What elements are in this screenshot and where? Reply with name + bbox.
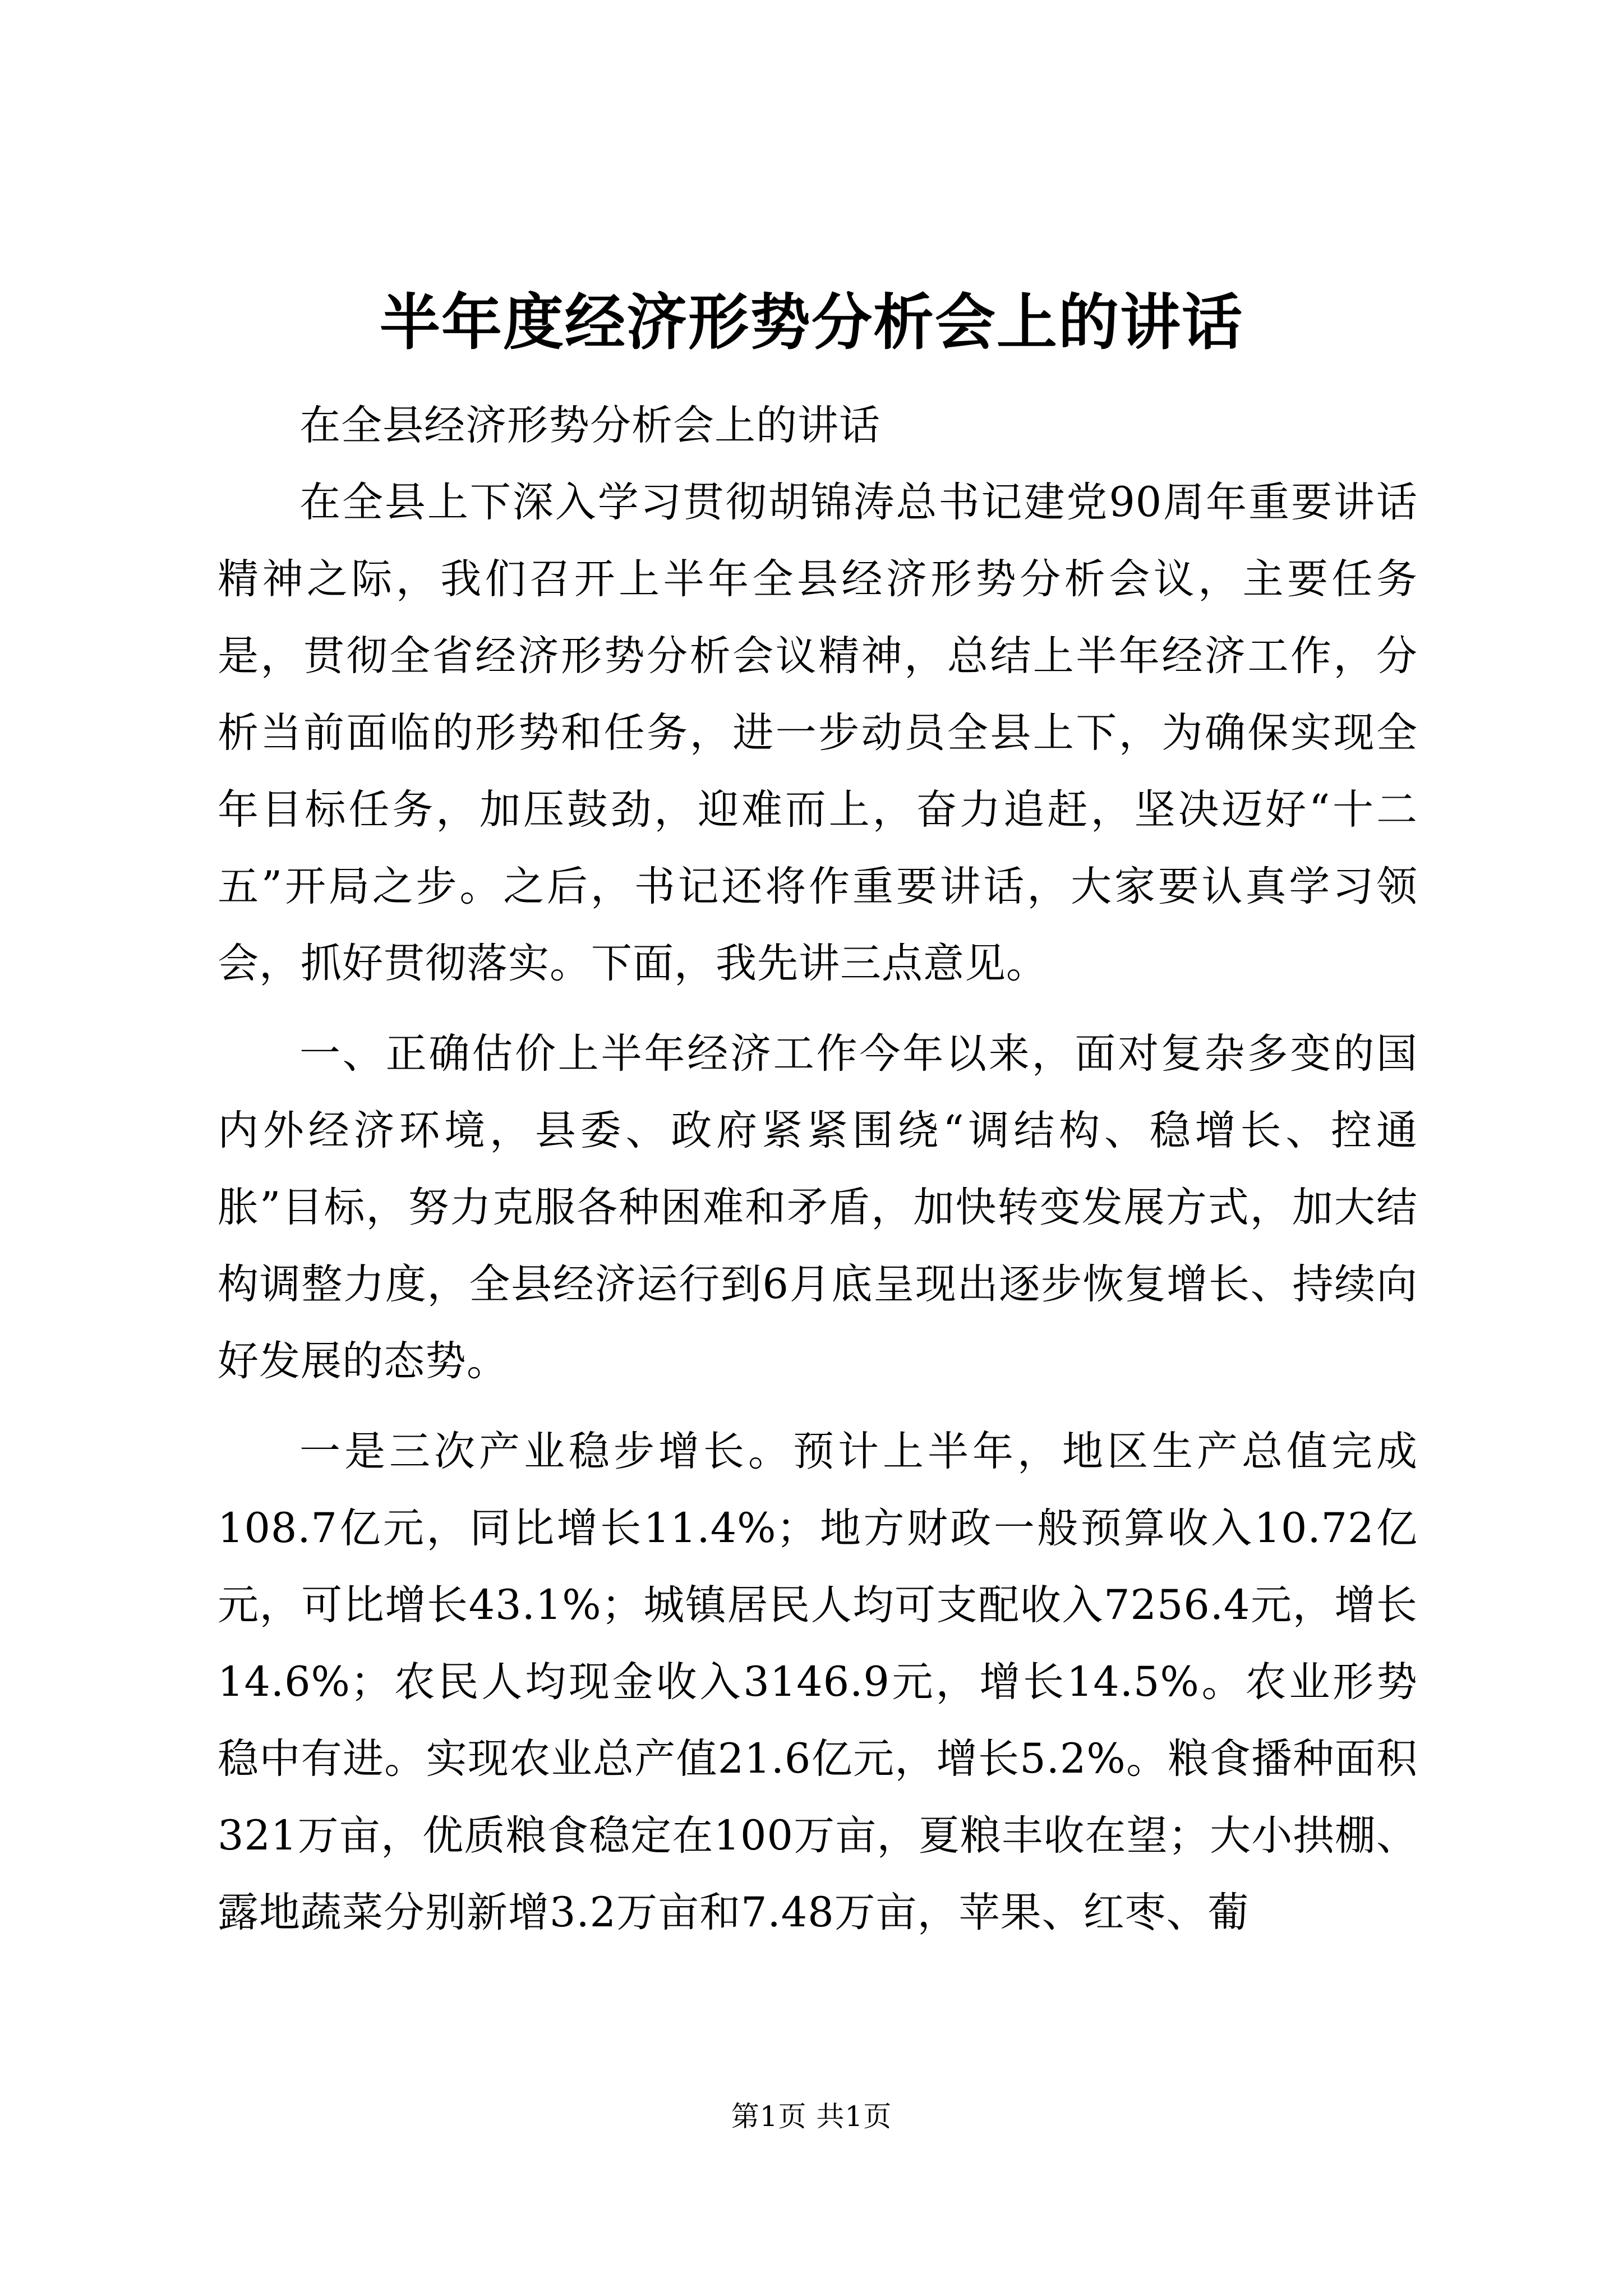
page-number-footer: 第1页 共1页 [731,2100,892,2133]
subtitle-paragraph: 在全县经济形势分析会上的讲话 [299,402,880,449]
body-paragraph: 一、正确估价上半年经济工作今年以来，面对复杂多变的国内外经济环境，县委、政府紧紧围绕“调结构、稳增长、控通胀”目标，努力克服各种困难和矛盾，加快转变发展方式，加大结构调整力度，全县经济运行到6月底呈现出逐步恢复增长、持续向好发展的态势。 [218,1030,1418,1385]
body-paragraph: 一是三次产业稳步增长。预计上半年，地区生产总值完成108.7亿元，同比增长11.4%；地方财政一般预算收入10.72亿元，可比增长43.1%；城镇居民人均可支配收入7256.4元，增长14.6%；农民人均现金收入3146.9元，增长14.5%。农业形势稳中有进。实现农业总产值21.6亿元，增长5.2%。粮食播种面积321万亩，优质粮食稳定在100万亩，夏粮丰收在望；大小拱棚、露地蔬菜分别新增3.2万亩和7.48万亩，苹果、红枣、葡 [218,1428,1418,1936]
document-title: 半年度经济形势分析会上的讲话 [379,287,1243,358]
body-paragraph: 在全县上下深入学习贯彻胡锦涛总书记建党90周年重要讲话精神之际，我们召开上半年全县经济形势分析会议，主要任务是，贯彻全省经济形势分析会议精神，总结上半年经济工作，分析当前面临的形势和任务，进一步动员全县上下，为确保实现全年目标任务，加压鼓劲，迎难而上，奋力追赶，坚决迈好“十二五”开局之步。之后，书记还将作重要讲话，大家要认真学习领会，抓好贯彻落实。下面，我先讲三点意见。 [218,478,1418,987]
document-body [218,387,1418,1951]
